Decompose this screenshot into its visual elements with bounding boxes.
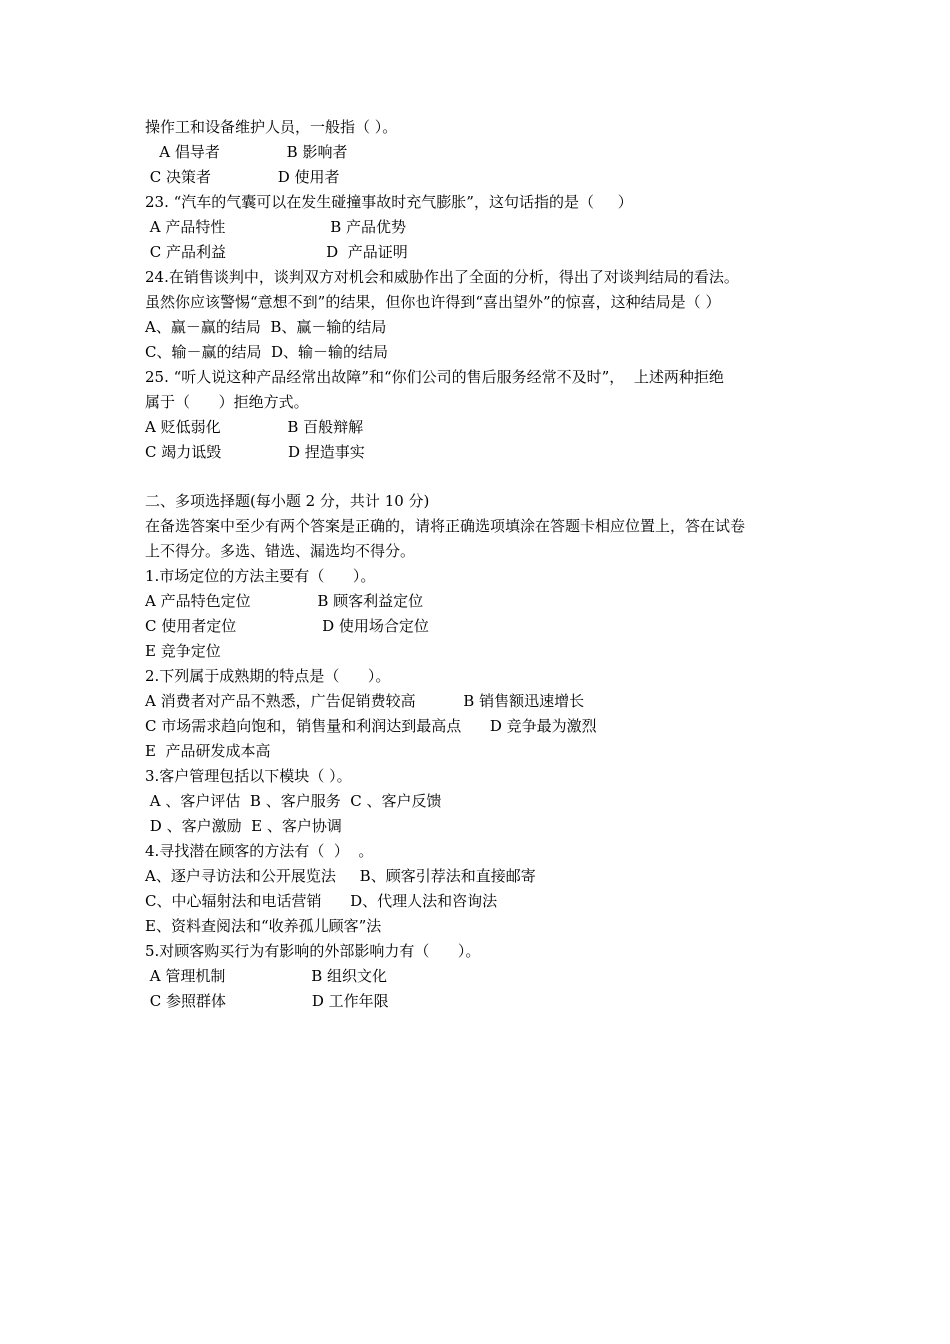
section-heading: 二、多项选择题(每小题 2 分，共计 10 分) [145, 492, 430, 510]
option-line: A 倡导者 B 影响者 [145, 143, 348, 161]
option-line: E、资料查阅法和“收养孤儿顾客”法 [145, 917, 382, 935]
question-24-cont: 虽然你应该警惕“意想不到”的结果，但你也许得到“喜出望外”的惊喜，这种结局是（ ） [145, 293, 721, 311]
question-24: 24.在销售谈判中，谈判双方对机会和威胁作出了全面的分析，得出了对谈判结局的看法。 [145, 268, 739, 286]
option-line: A 产品特性 B 产品优势 [145, 218, 407, 236]
question-3: 3.客户管理包括以下模块（ ）。 [145, 767, 352, 785]
section-instructions: 在备选答案中至少有两个答案是正确的，请将正确选项填涂在答题卡相应位置上，答在试卷 [145, 517, 746, 535]
option-line: C 使用者定位 D 使用场合定位 [145, 617, 429, 635]
question-23: 23. “汽车的气囊可以在发生碰撞事故时充气膨胀”，这句话指的是（ ） [145, 193, 633, 211]
question-5: 5.对顾客购买行为有影响的外部影响力有（ ）。 [145, 942, 481, 960]
section-instructions-cont: 上不得分。多选、错选、漏选均不得分。 [145, 542, 416, 560]
question-4: 4.寻找潜在顾客的方法有（ ） 。 [145, 842, 374, 860]
option-line: C 竭力诋毁 D 捏造事实 [145, 443, 365, 461]
option-line: C 决策者 D 使用者 [145, 168, 340, 186]
question-25-cont: 属于（ ）拒绝方式。 [145, 393, 309, 411]
option-line: E 竞争定位 [145, 642, 221, 660]
question-25: 25. “听人说这种产品经常出故障”和“你们公司的售后服务经常不及时”， 上述两种拒绝 [145, 368, 724, 386]
question-2: 2.下列属于成熟期的特点是（ ）。 [145, 667, 391, 685]
option-line: E 产品研发成本高 [145, 742, 271, 760]
option-line: A 管理机制 B 组织文化 [145, 967, 387, 985]
option-line: C 参照群体 D 工作年限 [145, 992, 389, 1010]
question-1: 1.市场定位的方法主要有（ ）。 [145, 567, 376, 585]
option-line: A 产品特色定位 B 顾客利益定位 [145, 592, 424, 610]
option-line: A、逐户寻访法和公开展览法 B、顾客引荐法和直接邮寄 [145, 867, 536, 885]
option-line: C、输－赢的结局 D、输－输的结局 [145, 343, 389, 361]
text-line: 操作工和设备维护人员，一般指（ ）。 [145, 118, 398, 136]
option-line: D 、客户激励 E 、客户协调 [145, 817, 342, 835]
option-line: C、中心辐射法和电话营销 D、代理人法和咨询法 [145, 892, 498, 910]
option-line: C 市场需求趋向饱和，销售量和利润达到最高点 D 竞争最为激烈 [145, 717, 597, 735]
option-line: A 、客户评估 B 、客户服务 C 、客户反馈 [145, 792, 442, 810]
option-line: C 产品利益 D 产品证明 [145, 243, 408, 261]
option-line: A 贬低弱化 B 百般辩解 [145, 418, 364, 436]
option-line: A、赢－赢的结局 B、赢－输的结局 [145, 318, 387, 336]
option-line: A 消费者对产品不熟悉，广告促销费较高 B 销售额迅速增长 [145, 692, 585, 710]
